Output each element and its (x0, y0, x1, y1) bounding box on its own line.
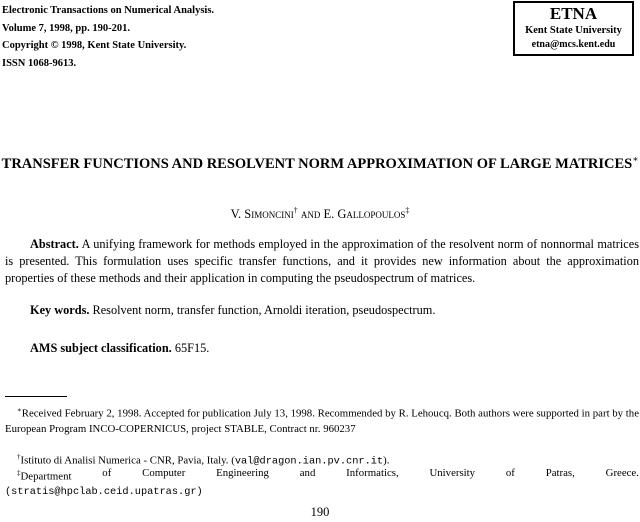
journal-copyright: Copyright © 1998, Kent State University. (2, 40, 187, 51)
footnote-3-word-1: of (102, 467, 112, 479)
footnote-3 (5, 466, 639, 500)
footnote-3-word-2: Computer (142, 467, 186, 479)
and-word: and (300, 207, 321, 222)
footnote-3-word-6: University (429, 467, 476, 479)
footnote-3-email[interactable]: (stratis@hpclab.ceid.upatras.gr) (5, 485, 203, 498)
author-1-mark: † (293, 206, 298, 215)
footnote-2-email[interactable]: val@dragon.ian.pv.cnr.it (234, 455, 384, 468)
footnote-2-tail: ). (383, 454, 390, 467)
footnote-3-word-3: Engineering (216, 467, 269, 479)
etna-university: Kent State University (525, 25, 622, 36)
abstract-text: A unifying framework for methods employed in the approximation of the resolvent norm of nonnormal matrices is presented. This formulation uses specific transfer functions, and it provides new information about the approximation properties of these methods and their application in computing the pseudospectrum of matrices. (5, 237, 639, 285)
footnote-1-mark: ∗ (17, 406, 22, 414)
etna-name: ETNA (549, 4, 598, 23)
footnote-3-word-5: Informatics, (346, 467, 399, 479)
paper-title (0, 150, 640, 174)
journal-volume: Volume 7, 1998, pp. 190-201. (2, 22, 130, 34)
footnote-3-mark: ‡ (17, 469, 21, 477)
ams-classification (30, 340, 209, 357)
paper-title-text: TRANSFER FUNCTIONS AND RESOLVENT NORM APPROXIMATION OF LARGE MATRICES (1, 155, 633, 172)
authors (0, 203, 640, 222)
keywords-text: Resolvent norm, transfer function, Arnoldi iteration, pseudospectrum. (92, 303, 436, 317)
footnote-3-word-4: and (299, 467, 316, 479)
journal-issn: ISSN 1068-9613. (2, 57, 77, 69)
footnote-1 (5, 403, 639, 437)
abstract-label: Abstract. (30, 237, 79, 251)
footnote-3-word-7: of (505, 467, 515, 479)
author-1: V. Simoncini (230, 207, 294, 222)
journal-name: Electronic Transactions on Numerical Analysis. (2, 5, 215, 16)
keywords (30, 302, 435, 319)
title-footnote-mark: ∗ (632, 154, 639, 164)
author-2-mark: ‡ (405, 206, 410, 215)
author-2: E. Gallopoulos (323, 207, 406, 222)
abstract (5, 236, 639, 287)
journal-info (2, 2, 214, 72)
footnote-2-text: Istituto di Analisi Numerica - CNR, Pavia, Italy. ( (20, 454, 235, 467)
ams-label: AMS subject classification. (30, 341, 172, 355)
footnote-3-first-line (5, 466, 639, 485)
etna-email: etna@mcs.kent.edu (531, 39, 616, 50)
footnote-3-word-9: Greece. (605, 467, 639, 479)
footnote-2-mark: † (17, 453, 21, 461)
footnote-1-text: Received February 2, 1998. Accepted for publication July 13, 1998. Recommended by R. Lehoucq. Both authors were supported in part by the European Program INCO-COPERNICUS, project STABLE, Contract nr. 960237 (5, 407, 639, 435)
footnote-3-word-0: Department (20, 470, 72, 483)
footnote-3-word (17, 466, 71, 485)
footnote-3-word-8: Patras, (545, 467, 575, 479)
keywords-label: Key words. (30, 303, 90, 317)
ams-text: 65F15. (174, 341, 210, 355)
footnote-rule (5, 396, 67, 397)
etna-box (513, 1, 634, 56)
page-number: 190 (310, 505, 330, 519)
